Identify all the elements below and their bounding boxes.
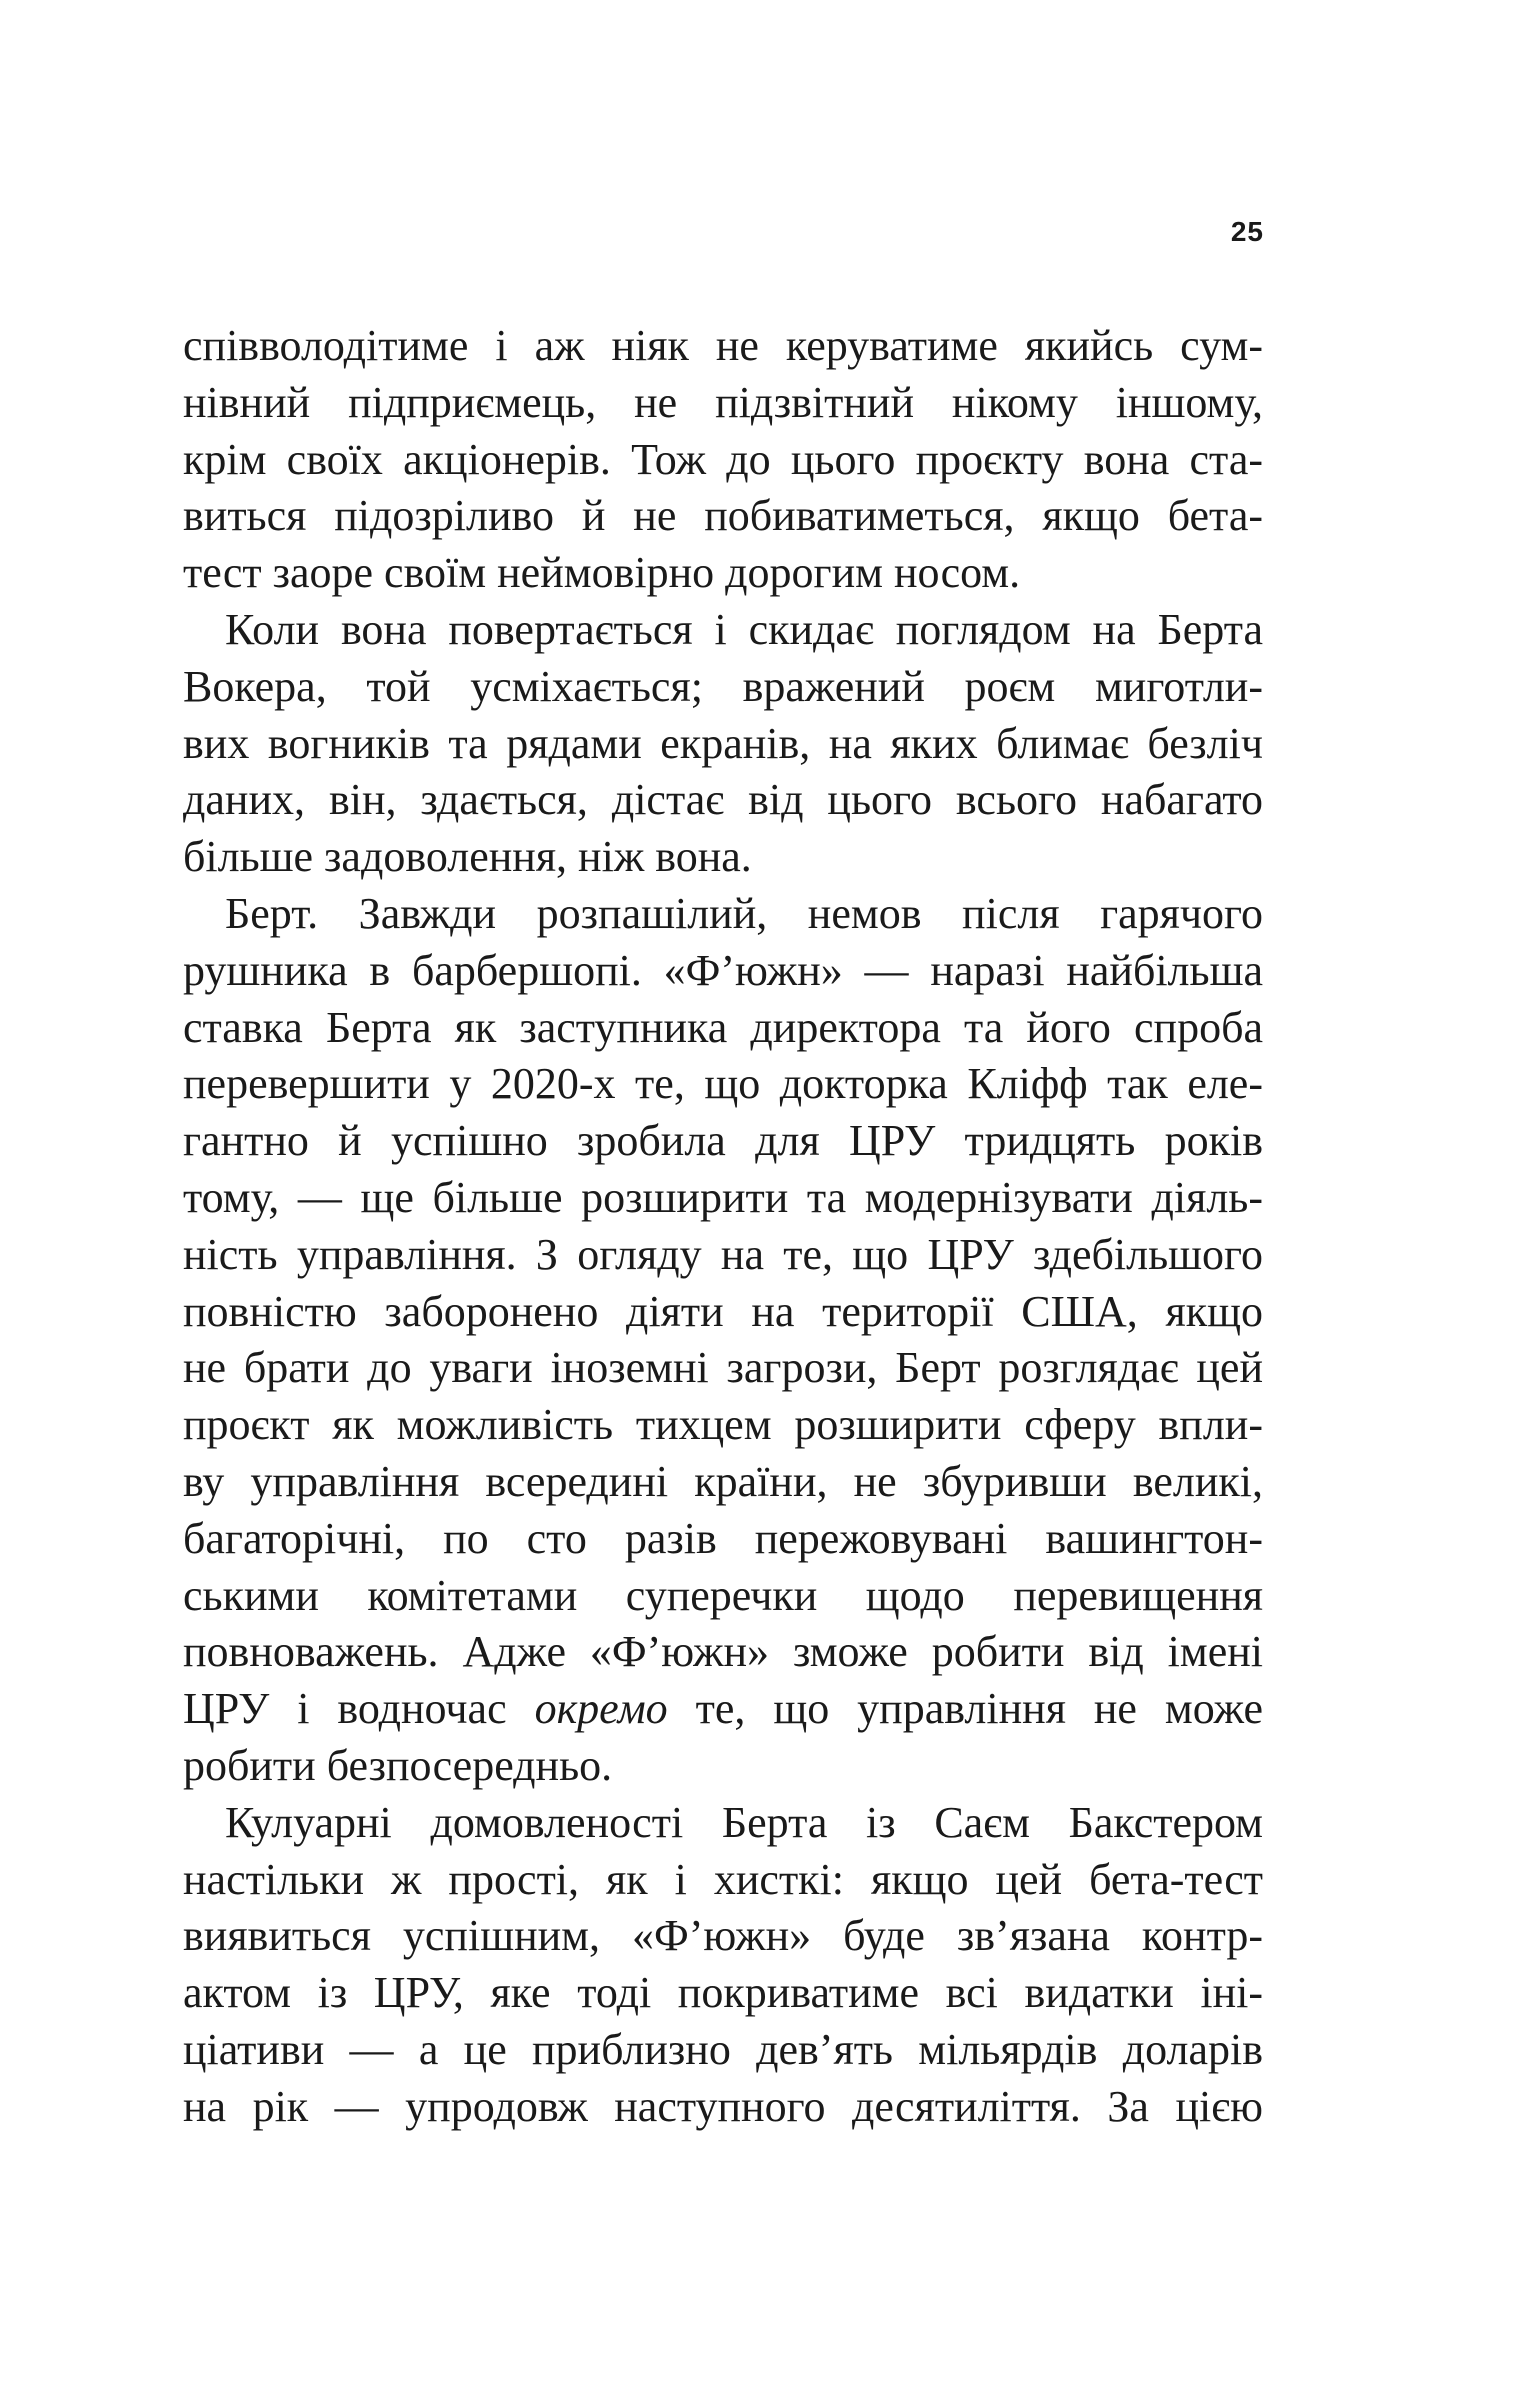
text-segment: те, що управління не може (667, 1684, 1263, 1734)
body-text (183, 318, 1263, 2136)
text-line: перевершити у 2020-х те, що докторка Кліфф так еле- (183, 1059, 1263, 1109)
text-line: рушника в барбершопі. «Ф’южн» — наразі найбільша (183, 945, 1263, 995)
text-line: Кулуарні домовленості Берта із Саєм Бакстером (225, 1797, 1263, 1847)
text-line: крім своїх акціонерів. Тож до цього проєкту вона ста- (183, 434, 1263, 484)
text-line: виться підозріливо й не побиватиметься, якщо бета- (183, 491, 1263, 541)
text-line: Вокера, той усміхається; вражений роєм миготли- (183, 661, 1263, 711)
text-line: не брати до уваги іноземні загрози, Берт розглядає цей (183, 1343, 1263, 1393)
page-number: 25 (1230, 216, 1264, 247)
text-line: повністю заборонено діяти на території США, якщо (183, 1286, 1263, 1336)
text-line: тому, — ще більше розширити та модернізувати діяль- (183, 1172, 1263, 1222)
text-line: ськими комітетами суперечки щодо перевищення (183, 1570, 1263, 1620)
text-line: нівний підприємець, не підзвітний нікому іншому, (183, 377, 1263, 427)
text-line: ціативи — а це приблизно дев’ять мільярдів доларів (183, 2024, 1263, 2074)
text-line: настільки ж прості, як і хисткі: якщо цей бета-тест (183, 1854, 1263, 1904)
text-line: робити безпосередньо. (183, 1740, 613, 1790)
text-line: на рік — упродовж наступного десятиліття. За цією (183, 2081, 1263, 2131)
text-line: співволодітиме і аж ніяк не керуватиме якийсь сум- (183, 321, 1263, 370)
paragraph-2 (183, 602, 1263, 886)
text-line: багаторічні, по сто разів пережовувані вашингтон- (183, 1513, 1263, 1563)
paragraph-3 (183, 886, 1263, 1795)
text-line: ставка Берта як заступника директора та його спроба (183, 1002, 1263, 1052)
paragraph-4 (183, 1795, 1263, 2136)
text-line: Коли вона повертається і скидає поглядом на Берта (225, 604, 1263, 654)
text-line-with-emphasis (183, 1681, 1263, 1738)
text-line: актом із ЦРУ, яке тоді покриватиме всі видатки іні- (183, 1968, 1263, 2018)
text-line: Берт. Завжди розпашілий, немов після гарячого (225, 888, 1263, 938)
text-segment: ЦРУ і водночас (183, 1684, 535, 1734)
text-line: ність управління. З огляду на те, що ЦРУ здебільшого (183, 1229, 1263, 1279)
text-line: виявиться успішним, «Ф’южн» буде зв’язана контр- (183, 1911, 1263, 1961)
text-line: більше задоволення, ніж вона. (183, 832, 752, 882)
text-line: вих вогників та рядами екранів, на яких блимає безліч (183, 718, 1263, 768)
text-line: даних, він, здається, дістає від цього всього набагато (183, 775, 1263, 825)
text-line: гантно й успішно зробила для ЦРУ тридцять років (183, 1116, 1263, 1166)
text-line: проєкт як можливість тихцем розширити сферу впли- (183, 1400, 1263, 1450)
text-line: повноважень. Адже «Ф’южн» зможе робити від імені (183, 1627, 1263, 1677)
paragraph-1 (183, 318, 1263, 602)
text-line: ву управління всередині країни, не збуривши великі, (183, 1456, 1263, 1506)
emphasized-word: окремо (534, 1684, 668, 1734)
text-line: тест заоре своїм неймовірно дорогим носом. (183, 548, 1021, 598)
